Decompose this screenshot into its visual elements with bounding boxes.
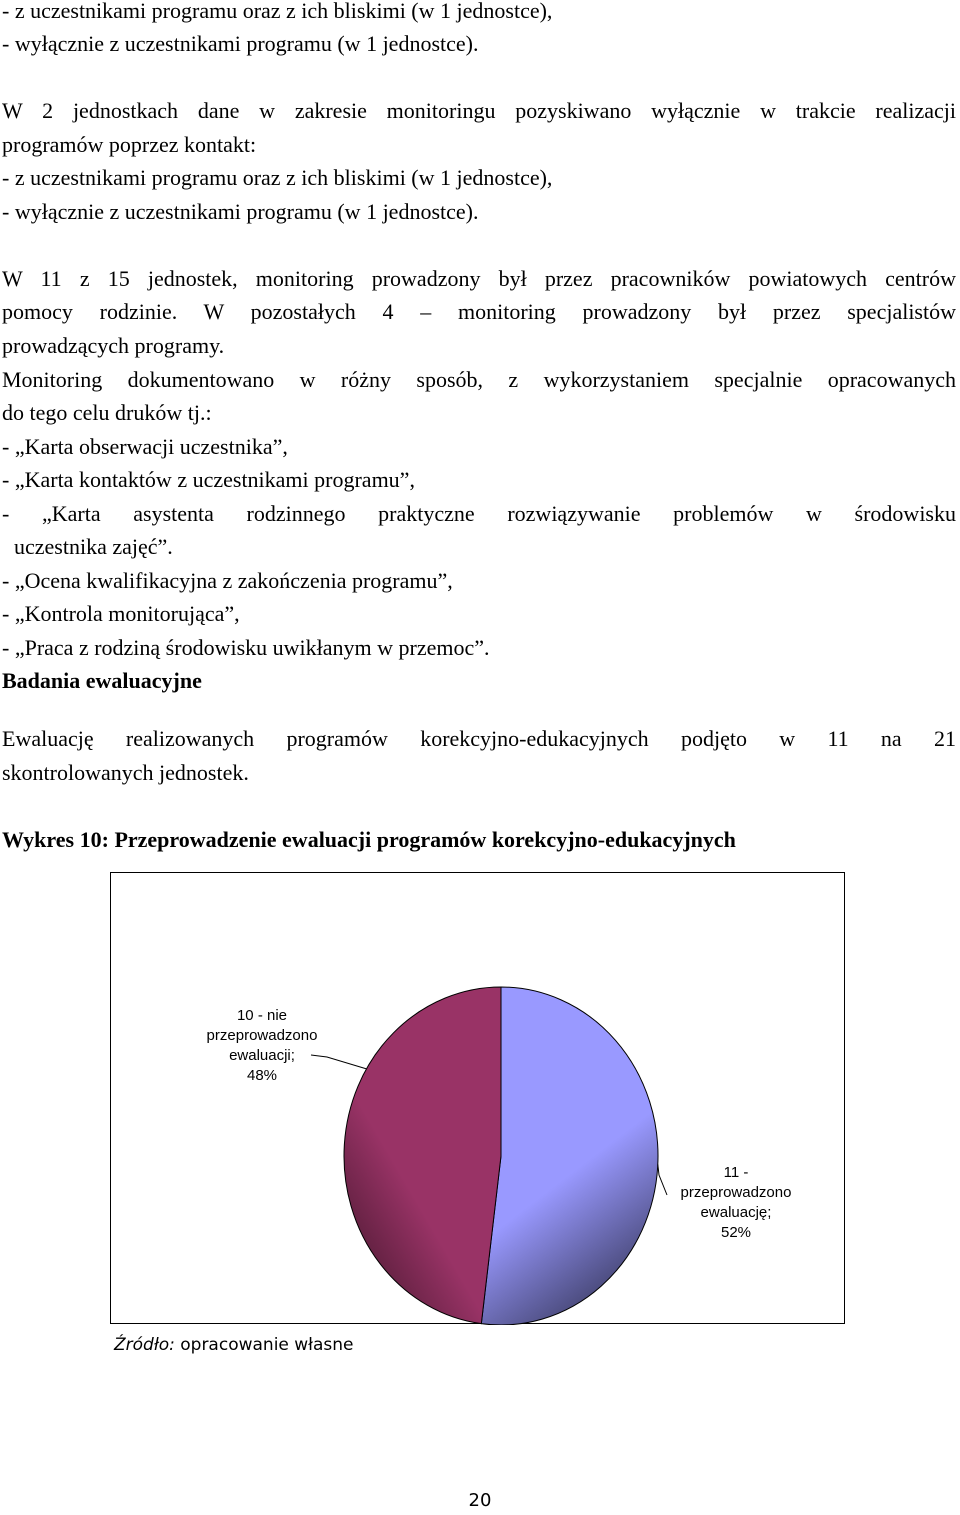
pie-chart-svg [111, 873, 846, 1325]
slice-label-przeprowadzono [656, 1163, 816, 1243]
slice-label-line: 10 - nie [236, 1007, 288, 1024]
page-number: 20 [468, 1490, 492, 1511]
slice-label-line: 11 - [723, 1164, 749, 1181]
text-line: W 11 z 15 jednostek, monitoring prowadzony był przez pracowników powiatowych centrów [2, 266, 956, 291]
slice-label-line: przeprowadzono [206, 1027, 318, 1044]
list-item: - „Karta asystenta rodzinnego praktyczne rozwiązywanie problemów w środowisku [2, 501, 956, 526]
list-item-continuation: uczestnika zajęć”. [14, 534, 173, 559]
text-line: programów poprzez kontakt: [2, 132, 257, 157]
text-line: - wyłącznie z uczestnikami programu (w 1 jednostce). [2, 31, 479, 56]
source-prefix: Źródło: [114, 1335, 175, 1355]
text-line: - z uczestnikami programu oraz z ich bliskimi (w 1 jednostce), [2, 0, 553, 23]
section-heading: Badania ewaluacyjne [2, 668, 202, 693]
chart-source [114, 1333, 354, 1357]
text-line: - wyłącznie z uczestnikami programu (w 1 jednostce). [2, 199, 479, 224]
slice-label-line: 48% [246, 1067, 278, 1084]
pie-chart [110, 872, 845, 1324]
text-line: prowadzących programy. [2, 333, 225, 358]
slice-label-line: ewaluację; [700, 1204, 772, 1221]
text-line: do tego celu druków tj.: [2, 400, 212, 425]
list-item: - „Praca z rodziną środowisku uwikłanym w przemoc”. [2, 635, 490, 660]
slice-label-line: przeprowadzono [680, 1184, 792, 1201]
slice-label-nie-przeprowadzono [182, 1006, 342, 1086]
source-text: opracowanie własne [174, 1335, 354, 1355]
pie-slice [481, 987, 658, 1325]
text-line: Ewaluację realizowanych programów korekcyjno-edukacyjnych podjęto w 11 na 21 [2, 726, 956, 751]
text-line: pomocy rodzinie. W pozostałych 4 – monitoring prowadzony był przez specjalistów [2, 299, 956, 324]
slice-label-line: ewaluacji; [229, 1047, 295, 1064]
list-item: - „Karta kontaktów z uczestnikami programu”, [2, 467, 415, 492]
text-line: W 2 jednostkach dane w zakresie monitoringu pozyskiwano wyłącznie w trakcie realizacji [2, 98, 956, 123]
list-item: - „Karta obserwacji uczestnika”, [2, 434, 288, 459]
list-item: - „Ocena kwalifikacyjna z zakończenia programu”, [2, 568, 453, 593]
slice-label-line: 52% [720, 1224, 752, 1241]
text-line: skontrolowanych jednostek. [2, 760, 249, 785]
text-line: - z uczestnikami programu oraz z ich bliskimi (w 1 jednostce), [2, 165, 553, 190]
pie-slice [344, 987, 501, 1324]
text-line: Monitoring dokumentowano w różny sposób, z wykorzystaniem specjalnie opracowanych [2, 367, 956, 392]
chart-heading: Wykres 10: Przeprowadzenie ewaluacji programów korekcyjno-edukacyjnych [2, 827, 736, 852]
list-item: - „Kontrola monitorująca”, [2, 601, 240, 626]
